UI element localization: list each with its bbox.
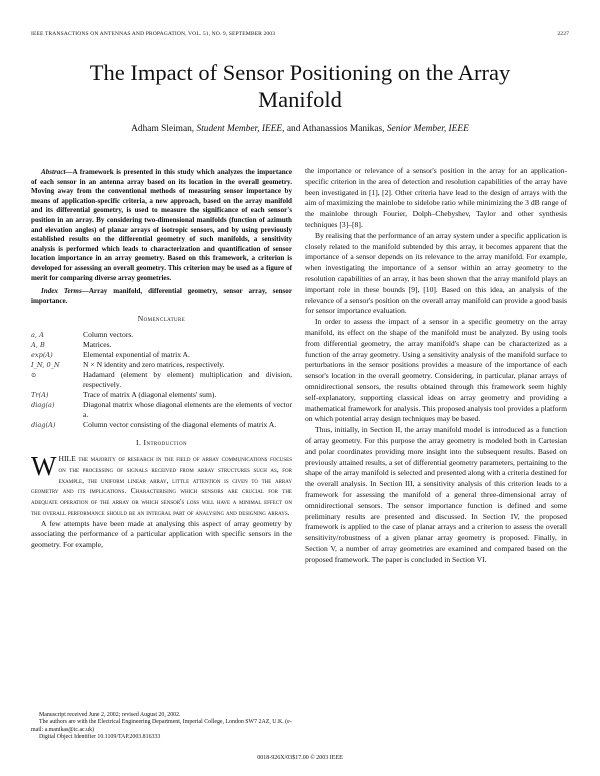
- manuscript-received: Manuscript received June 2, 2002; revised August 20, 2002.: [39, 712, 181, 718]
- index-terms-label: Index Terms—: [41, 287, 89, 296]
- right-paragraph-1: the importance or relevance of a sensor's position in the array for an application-specific criterion in the area of detection and resolution capabilities of the array have been investigated in [1], [2]. Other criteria have lead to the design of arrays with the aim of maximizing the mainlobe to sidelobe ratio while minimizing the 3 dB range of the mainlobe through Fourier, Dolph–Chebyshev, Taylor and other synthesis techniques [3]–[8].: [305, 166, 567, 229]
- drop-cap: W: [31, 450, 57, 481]
- nomenclature-symbol: exp(A): [31, 351, 53, 360]
- nomenclature-heading: Nomenclature: [137, 314, 186, 324]
- abstract-label: Abstract—: [41, 168, 73, 176]
- right-paragraph-4: Thus, initially, in Section II, the array manifold model is introduced as a function of array geometry. For this purpose the array geometry is modeled both in Cartesian and polar coordinates providing more insight into the subsequent results. Based on previously attained results, a set of differential geometry parameters, pertaining to the shape of the array manifold is selected and presented along with a criteria destined for the overall analysis. In Section III, a sensitivity analysis of this criterion leads to a framework for assessing the manifold of a general three-dimensional array of omnidirectional sensors. The sensor importance function is defined and some preliminary results are presented and discussed. In Section IV, the proposed framework is applied to the case of planar arrays and a criterion to assess the overall sensitivity/robustness of a given planar array geometry is proposed. Finally, in Section V, a number of array geometries are examined and compared based on the proposed framework. The paper is concluded in Section VI.: [305, 425, 567, 564]
- introduction-heading: I. Introduction: [136, 438, 187, 448]
- right-column: [305, 166, 567, 565]
- intro-paragraph-1: [31, 450, 292, 519]
- author-connector: and Athanassios Manikas,: [286, 124, 385, 134]
- nomenclature-symbol: diag(A): [31, 421, 56, 430]
- nomenclature-symbol: I_N, 0_N: [31, 361, 60, 370]
- nomenclature-desc: Elemental exponential of matrix A.: [83, 350, 190, 360]
- nomenclature-symbol: ⊙: [31, 371, 37, 380]
- doi: Digital Object Identifier 10.1109/TAP.2003.816333: [39, 734, 161, 741]
- journal-header: IEEE TRANSACTIONS ON ANTENNAS AND PROPAGATION, VOL. 51, NO. 9, SEPTEMBER 2003: [31, 31, 276, 37]
- nomenclature-desc: Hadamard (element by element) multiplication and division, respectively.: [83, 370, 292, 390]
- index-terms-text: Array manifold, differential geometry, sensor array, sensor importance.: [31, 287, 292, 305]
- nomenclature-desc: Column vector consisting of the diagonal elements of matrix A.: [83, 420, 277, 430]
- author-affiliation: The authors are with the Electrical Engineering Department, Imperial College, London SW7 2AZ, U.K. (e-mail: a.manikas@ic.ac.uk): [31, 719, 292, 733]
- right-paragraph-2: By realising that the performance of an array system under a specific application is closely related to the manifold subtended by this array, it becomes apparent that the importance of a sensor depends on its relevance to the array manifold. For example, when investigating the importance of a sensor within an array geometry to the resolution capabilities of an array, it has been shown that the array manifold plays an important role in these bounds [9], [10]. Based on this idea, an analysis of the relevance of a sensor's position on the overall array manifold can provide a good basis for sensor importance evaluation.: [305, 230, 568, 316]
- author-1-name: Adham Sleiman,: [131, 124, 195, 134]
- author-2-role: Senior Member, IEEE: [386, 124, 469, 134]
- authors: [40, 124, 560, 134]
- nomenclature-desc: Trace of matrix A (diagonal elements' sum).: [83, 390, 217, 400]
- nomenclature-symbol: Tr(A): [31, 391, 49, 400]
- abstract-text: A framework is presented in this study which analyzes the importance of each sensor in an antenna array based on its location in the overall geometry. Moving away from the conventional methods of measuring sensor importance by means of application-specific criteria, a new approach, based on the array manifold and its differential geometry, is used to measure the significance of each sensor's position in an array. By considering two-dimensional manifolds (function of azimuth and elevation angles) of planar arrays of isotropic sensors, and by using previously established results on the differential geometry of such manifolds, a sensitivity analysis is performed which leads to characterization and quantification of sensor location importance in an array geometry. Based on this framework, a criterion is developed for assessing an overall geometry. This criterion may be used as a figure of merit for comparing diverse array geometries.: [31, 168, 292, 282]
- intro-paragraph-2: A few attempts have been made at analysing this aspect of array geometry by associating the performance of a particular application with specific sensors in the geometry. For example,: [31, 518, 292, 550]
- running-header: [31, 31, 569, 37]
- copyright-line: 0018-926X/03$17.00 © 2003 IEEE: [257, 755, 343, 761]
- right-paragraph-3: In order to assess the impact of a sensor in a specific geometry on the array manifold, its effect on the shape of the manifold must be analyzed. By using tools from differential geometry, the array manifold's shape can be characterized as a function of the array geometry. Using a sensitivity analysis of the manifold surface to perturbations in the sensor positions provides a measure of the importance of each sensor's location in the overall geometry. Considering, in particular, planar arrays of omnidirectional sensors, the results obtained through this framework seem highly self-explanatory, supporting classical ideas on array geometry and providing a mathematical framework for analysis. This proposed analysis tool provides a platform on which potential array design techniques may be based.: [305, 317, 567, 424]
- abstract: [31, 168, 292, 283]
- page-number: 2227: [557, 31, 569, 37]
- footnote: [31, 712, 292, 742]
- paper-title: The Impact of Sensor Positioning on the Array Manifold: [89, 60, 511, 112]
- index-terms: [31, 287, 292, 306]
- author-1-role: Student Member, IEEE,: [196, 124, 285, 134]
- nomenclature-symbol: A, B: [31, 341, 45, 350]
- nomenclature-desc: Diagonal matrix whose diagonal elements are the elements of vector a.: [83, 400, 292, 420]
- nomenclature-symbol: diag(a): [31, 401, 55, 410]
- nomenclature-symbol: a, A: [31, 331, 44, 340]
- nomenclature-desc: N × N identity and zero matrices, respectively.: [83, 360, 225, 370]
- nomenclature-list: [31, 330, 292, 430]
- intro-p1-text: HILE the majority of research in the field of array communications focuses on the processing of signals received from array structures such as, for example, the uniform linear array, little attention is given to the array geometry and its implications. Characterising which sensors are crucial for the adequate operation of the array or which sensor's loss will have a minimal effect on the overall performance should be an integral part of analysing and designing arrays.: [31, 453, 292, 517]
- nomenclature-desc: Matrices.: [83, 340, 112, 350]
- left-column: [31, 168, 292, 551]
- nomenclature-desc: Column vectors.: [83, 330, 134, 340]
